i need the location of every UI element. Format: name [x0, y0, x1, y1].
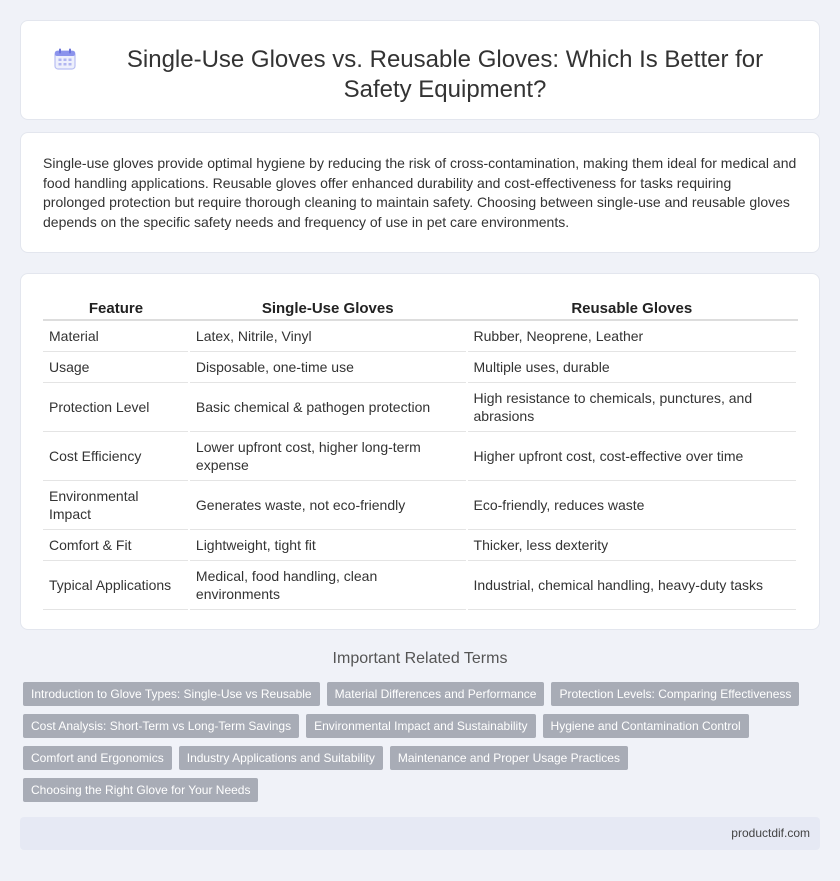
related-term-tag[interactable]: Hygiene and Contamination Control	[543, 714, 749, 738]
single-use-cell: Medical, food handling, clean environments	[189, 560, 467, 609]
reusable-cell: Higher upfront cost, cost-effective over time	[467, 431, 797, 480]
title-card	[20, 20, 820, 120]
related-term-tag[interactable]: Choosing the Right Glove for Your Needs	[23, 778, 258, 802]
table-row	[43, 351, 797, 382]
feature-cell: Cost Efficiency	[43, 431, 189, 480]
table-row	[43, 431, 797, 480]
header-feature: Feature	[43, 294, 189, 320]
related-term-tag[interactable]: Cost Analysis: Short-Term vs Long-Term Savings	[23, 714, 299, 738]
related-term-tag[interactable]: Comfort and Ergonomics	[23, 746, 172, 770]
related-term-tag[interactable]: Environmental Impact and Sustainability	[306, 714, 535, 738]
header-single-use: Single-Use Gloves	[189, 294, 467, 320]
table-header-row	[43, 294, 797, 320]
reusable-cell: Multiple uses, durable	[467, 351, 797, 382]
single-use-cell: Disposable, one-time use	[189, 351, 467, 382]
reusable-cell: High resistance to chemicals, punctures, and abrasions	[467, 382, 797, 431]
single-use-cell: Basic chemical & pathogen protection	[189, 382, 467, 431]
related-term-tag[interactable]: Industry Applications and Suitability	[179, 746, 383, 770]
table-row	[43, 382, 797, 431]
single-use-cell: Lightweight, tight fit	[189, 529, 467, 560]
feature-cell: Material	[43, 320, 189, 351]
reusable-cell: Industrial, chemical handling, heavy-duty tasks	[467, 560, 797, 609]
feature-cell: Protection Level	[43, 382, 189, 431]
single-use-cell: Latex, Nitrile, Vinyl	[189, 320, 467, 351]
related-term-tag[interactable]: Material Differences and Performance	[327, 682, 545, 706]
feature-cell: Typical Applications	[43, 560, 189, 609]
footer	[20, 817, 820, 850]
related-term-tag[interactable]: Introduction to Glove Types: Single-Use vs Reusable	[23, 682, 320, 706]
reusable-cell: Thicker, less dexterity	[467, 529, 797, 560]
page-title: Single-Use Gloves vs. Reusable Gloves: Which Is Better for Safety Equipment?	[126, 46, 764, 103]
related-terms-list	[23, 682, 813, 802]
footer-site-name: productdif.com	[731, 826, 810, 840]
related-term-tag[interactable]: Maintenance and Proper Usage Practices	[390, 746, 628, 770]
feature-cell: Environmental Impact	[43, 480, 189, 529]
feature-cell: Comfort & Fit	[43, 529, 189, 560]
table-row	[43, 480, 797, 529]
related-term-tag[interactable]: Protection Levels: Comparing Effectiveness	[551, 682, 799, 706]
single-use-cell: Lower upfront cost, higher long-term expense	[189, 431, 467, 480]
table-row	[43, 320, 797, 351]
calendar-icon	[54, 48, 76, 70]
related-terms-heading: Important Related Terms	[332, 650, 508, 667]
header-reusable: Reusable Gloves	[467, 294, 797, 320]
reusable-cell: Eco-friendly, reduces waste	[467, 480, 797, 529]
comparison-card	[20, 273, 820, 630]
intro-paragraph: Single-use gloves provide optimal hygiene by reducing the risk of cross-contamination, making them ideal for medical and food handling applications. Reusable gloves offer enhanced durability and cost-effectiveness for tasks requiring prolonged protection but require thorough cleaning to maintain safety. Choosing between single-use and reusable gloves depends on the specific safety needs and frequency of use in pet care environments.	[43, 155, 797, 230]
reusable-cell: Rubber, Neoprene, Leather	[467, 320, 797, 351]
table-row	[43, 560, 797, 609]
table-row	[43, 529, 797, 560]
intro-card	[20, 132, 820, 253]
feature-cell: Usage	[43, 351, 189, 382]
single-use-cell: Generates waste, not eco-friendly	[189, 480, 467, 529]
comparison-table	[43, 294, 798, 610]
